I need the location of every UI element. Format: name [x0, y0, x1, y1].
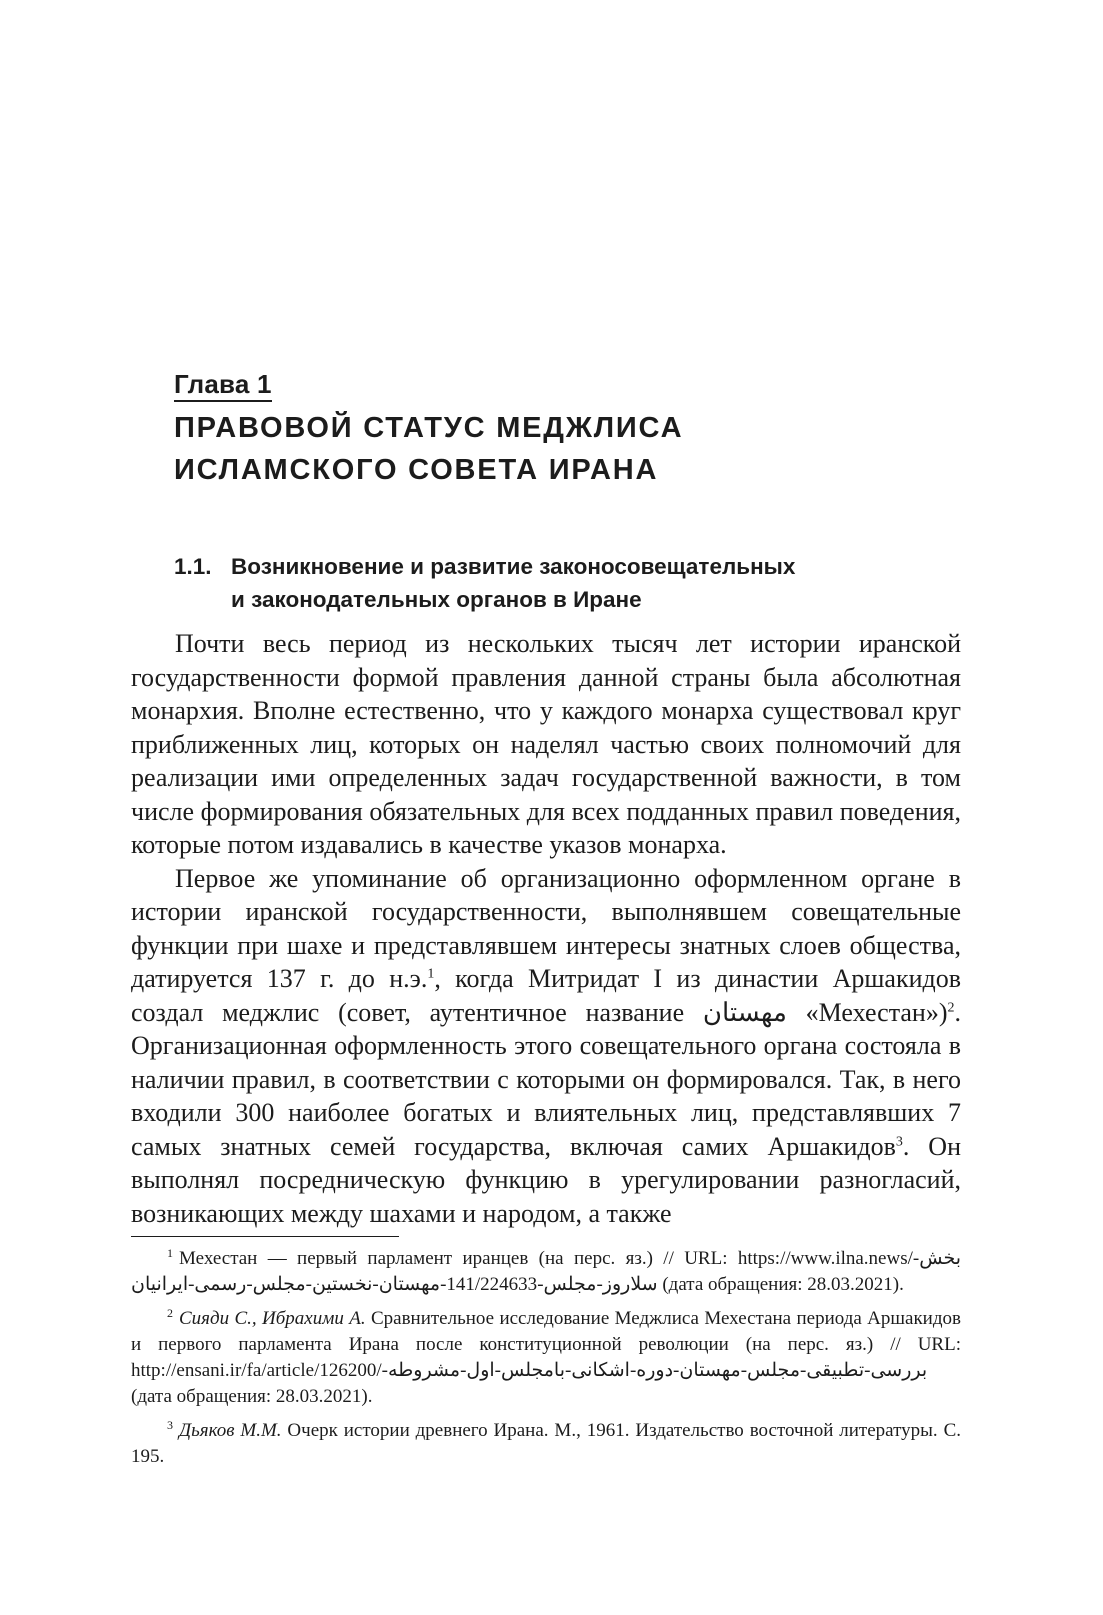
section-title-line: Возникновение и развитие законосовещательных [231, 554, 796, 579]
chapter-label: Глава 1 [174, 369, 272, 402]
paragraph [131, 862, 961, 1231]
footnote-author: Дьяков М.М. [179, 1420, 282, 1441]
paragraph: Почти весь период из нескольких тысяч лет истории иранской государственности формой правления данной страны была абсолютная монархия. Вполне естественно, что у каждого монарха существовал круг приближенных лиц, которых он наделял частью своих полномочий для реализации ими определенных задач государственной важности, в том числе формирования обязательных для всех подданных правил поведения, которые потом издавались в качестве указов монарха. [131, 629, 961, 859]
chapter-title-line: ПРАВОВОЙ СТАТУС МЕДЖЛИСА [174, 412, 684, 444]
footnote-text: Сравнительное исследование Меджлиса Мехестана периода Аршакидов и первого парламента Ирана после конституционной революции (на перс. яз.) // URL: http://ensani.ir/fa/article/126200/- [131, 1308, 961, 1381]
footnote-number: 1 [167, 1245, 173, 1260]
footnote-text: (дата обращения: 28.03.2021). [657, 1274, 904, 1295]
paragraph-text: . Организационная оформленность этого совещательного органа состояла в наличии правил, в соответствии с которыми он формировался. Так, в него входили 300 наиболее богатых и влиятельных лиц, представлявших 7 самых знатных семей государства, включая самих Аршакидов [131, 997, 961, 1161]
paragraph-text: Первое же упоминание об организационно оформленном органе в истории иранской государственности, выполнявшем совещательные функции при шахе и представлявшем интересы знатных слоев общества, датируется 137 г. до н.э. [131, 863, 961, 993]
footnote-divider [131, 1236, 399, 1237]
chapter-title [174, 407, 994, 491]
footnote [131, 1246, 961, 1298]
paragraph-text: , когда Митридат I из династии Аршакидов создал меджлис (совет, аутентичное название [131, 964, 961, 1027]
footnote-text: Мехестан — первый парламент иранцев (на перс. яз.) // URL: https://www.ilna.news/ [179, 1248, 913, 1269]
footnote-ref[interactable]: 2 [947, 999, 955, 1015]
section-title-line: и законодательных органов в Иране [231, 587, 642, 612]
section-number: 1.1. [174, 554, 212, 579]
paragraph-text: «Мехестан») [786, 997, 948, 1027]
footnote-ref[interactable]: 3 [895, 1133, 903, 1149]
paragraph-text: . Он выполнял посредническую функцию в урегулировании разногласий, возникающих между шахами и народом, а также [131, 1131, 961, 1228]
section-heading [174, 550, 974, 616]
footnote-ref[interactable]: 1 [427, 966, 435, 982]
footnote-rtl-text: بررسی-تطبيقی-مجلس-مهستان-دوره-اشکانی-بامجلس-اول-مشروطه [387, 1360, 928, 1381]
footnote [131, 1418, 961, 1470]
footnote-text: (дата обращения: 28.03.2021). [131, 1386, 373, 1407]
footnote-number: 3 [167, 1417, 173, 1432]
footnote-text: Очерк истории древнего Ирана. М., 1961. Издательство восточной литературы. С. 195. [131, 1420, 961, 1467]
body-text [131, 627, 961, 1230]
footnote-author: Сияди С., Ибрахими А. [179, 1308, 366, 1329]
chapter-title-line: ИСЛАМСКОГО СОВЕТА ИРАНА [174, 454, 659, 486]
footnote-number: 2 [167, 1305, 173, 1320]
persian-term: مهستان [702, 997, 787, 1027]
footnotes [131, 1246, 961, 1478]
footnote-rtl-text: بخش-سلاروز-مجلس-141/224633-مهستان-نخستين-مجلس-رسمی-ايرانيان [131, 1248, 961, 1295]
footnote [131, 1306, 961, 1410]
